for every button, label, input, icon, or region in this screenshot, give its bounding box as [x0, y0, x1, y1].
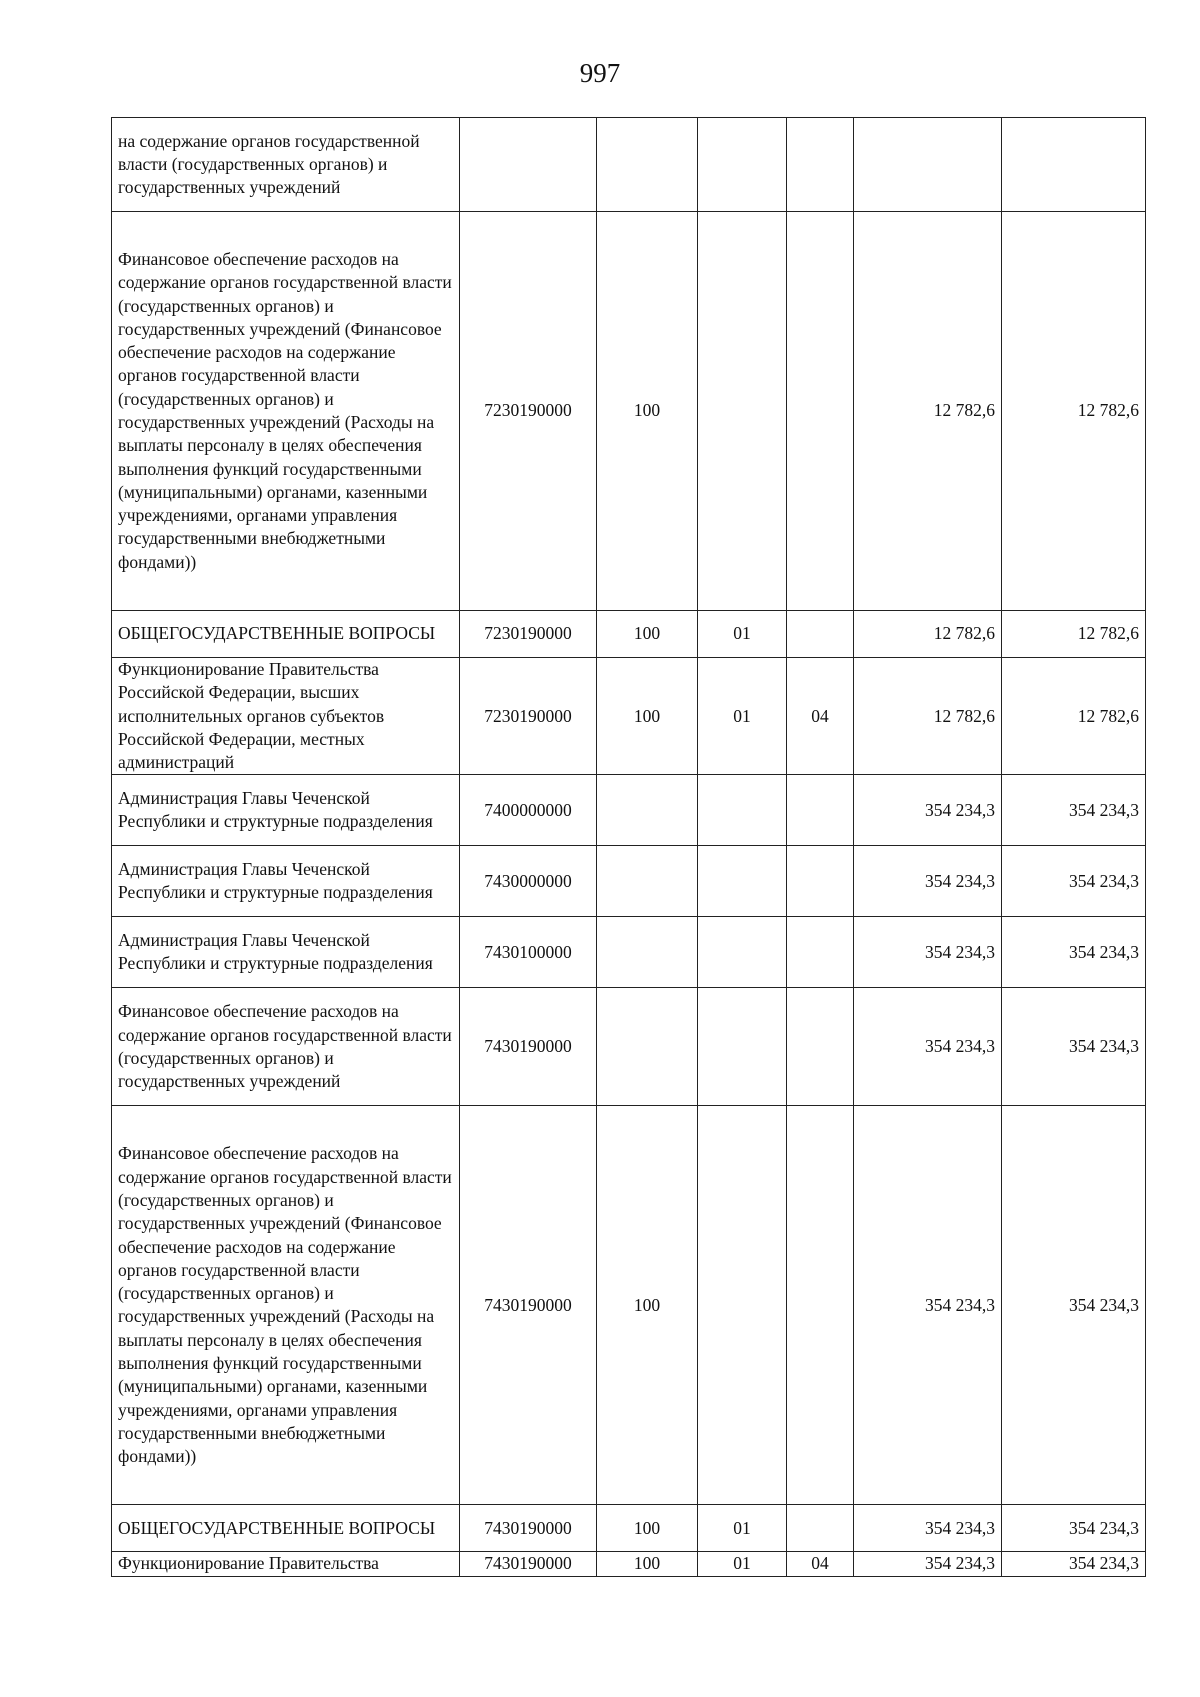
row-sum-1-cell: 354 234,3 [854, 775, 1002, 846]
row-name-cell: Администрация Главы Чеченской Республики и структурные подразделения [112, 917, 460, 988]
table-row [112, 1505, 1146, 1552]
row-sum-1-cell: 354 234,3 [854, 846, 1002, 917]
row-subsection-cell: 04 [787, 1552, 854, 1576]
row-section-cell [698, 917, 787, 988]
row-code-cell: 7400000000 [460, 775, 597, 846]
row-sum-2-cell [1002, 118, 1146, 212]
row-expense-type-cell: 100 [597, 212, 698, 611]
row-sum-2-cell: 354 234,3 [1002, 1552, 1146, 1576]
table-row [112, 1106, 1146, 1505]
row-code-cell [460, 118, 597, 212]
row-sum-2-cell: 354 234,3 [1002, 775, 1146, 846]
row-section-cell [698, 775, 787, 846]
row-name-cell: на содержание органов государственной власти (государственных органов) и государственных учреждений [112, 118, 460, 212]
row-sum-2-cell: 12 782,6 [1002, 611, 1146, 658]
row-name-cell: Функционирование Правительства Российской Федерации, высших исполнительных органов субъектов Российской Федерации, местных администраций [112, 658, 460, 775]
row-sum-2-cell: 12 782,6 [1002, 212, 1146, 611]
table-row [112, 988, 1146, 1106]
row-code-cell: 7430000000 [460, 846, 597, 917]
row-expense-type-cell: 100 [597, 611, 698, 658]
row-expense-type-cell: 100 [597, 1552, 698, 1576]
row-expense-type-cell [597, 846, 698, 917]
row-name-cell: Финансовое обеспечение расходов на содержание органов государственной власти (государственных органов) и государственных учреждений [112, 988, 460, 1106]
row-sum-2-cell: 354 234,3 [1002, 917, 1146, 988]
row-name-cell: Финансовое обеспечение расходов на содержание органов государственной власти (государственных органов) и государственных учреждений (Финансовое обеспечение расходов на содержание органов государственной власти (государственных органов) и государственных учреждений (Расходы на выплаты персоналу в целях обеспечения выполнения функций государственными (муниципальными) органами, казенными учреждениями, органами управления государственными внебюджетными фондами)) [112, 212, 460, 611]
row-section-cell [698, 118, 787, 212]
row-subsection-cell [787, 846, 854, 917]
row-expense-type-cell: 100 [597, 658, 698, 775]
row-sum-1-cell: 354 234,3 [854, 988, 1002, 1106]
row-subsection-cell [787, 988, 854, 1106]
table-row [112, 846, 1146, 917]
row-sum-2-cell: 354 234,3 [1002, 1505, 1146, 1552]
row-sum-1-cell [854, 118, 1002, 212]
row-subsection-cell [787, 917, 854, 988]
row-subsection-cell [787, 611, 854, 658]
row-section-cell [698, 1106, 787, 1505]
table-row [112, 118, 1146, 212]
page-number: 997 [579, 58, 621, 88]
row-code-cell: 7230190000 [460, 658, 597, 775]
table-row [112, 1552, 1146, 1576]
row-sum-1-cell: 354 234,3 [854, 1106, 1002, 1505]
row-subsection-cell [787, 1106, 854, 1505]
row-expense-type-cell: 100 [597, 1505, 698, 1552]
row-sum-1-cell: 12 782,6 [854, 658, 1002, 775]
row-code-cell: 7430190000 [460, 988, 597, 1106]
budget-table-body [112, 118, 1146, 1577]
row-code-cell: 7230190000 [460, 212, 597, 611]
row-section-cell [698, 212, 787, 611]
row-sum-2-cell: 12 782,6 [1002, 658, 1146, 775]
row-section-cell [698, 846, 787, 917]
row-expense-type-cell: 100 [597, 1106, 698, 1505]
row-code-cell: 7430190000 [460, 1505, 597, 1552]
row-sum-1-cell: 354 234,3 [854, 917, 1002, 988]
row-sum-1-cell: 12 782,6 [854, 212, 1002, 611]
table-row [112, 611, 1146, 658]
row-expense-type-cell [597, 917, 698, 988]
row-subsection-cell [787, 118, 854, 212]
row-section-cell: 01 [698, 658, 787, 775]
table-row [112, 212, 1146, 611]
row-subsection-cell [787, 212, 854, 611]
budget-table [111, 117, 1146, 1577]
row-code-cell: 7230190000 [460, 611, 597, 658]
row-subsection-cell [787, 775, 854, 846]
table-row [112, 917, 1146, 988]
row-sum-1-cell: 354 234,3 [854, 1505, 1002, 1552]
row-name-cell: Администрация Главы Чеченской Республики и структурные подразделения [112, 846, 460, 917]
row-subsection-cell: 04 [787, 658, 854, 775]
row-subsection-cell [787, 1505, 854, 1552]
row-sum-2-cell: 354 234,3 [1002, 1106, 1146, 1505]
row-name-cell: ОБЩЕГОСУДАРСТВЕННЫЕ ВОПРОСЫ [112, 1505, 460, 1552]
row-name-cell: Финансовое обеспечение расходов на содержание органов государственной власти (государственных органов) и государственных учреждений (Финансовое обеспечение расходов на содержание органов государственной власти (государственных органов) и государственных учреждений (Расходы на выплаты персоналу в целях обеспечения выполнения функций государственными (муниципальными) органами, казенными учреждениями, органами управления государственными внебюджетными фондами)) [112, 1106, 460, 1505]
row-expense-type-cell [597, 775, 698, 846]
row-name-cell: ОБЩЕГОСУДАРСТВЕННЫЕ ВОПРОСЫ [112, 611, 460, 658]
table-row [112, 658, 1146, 775]
row-code-cell: 7430190000 [460, 1552, 597, 1576]
row-code-cell: 7430190000 [460, 1106, 597, 1505]
row-expense-type-cell [597, 118, 698, 212]
row-section-cell [698, 988, 787, 1106]
row-section-cell: 01 [698, 611, 787, 658]
row-sum-1-cell: 354 234,3 [854, 1552, 1002, 1576]
row-sum-1-cell: 12 782,6 [854, 611, 1002, 658]
row-expense-type-cell [597, 988, 698, 1106]
row-section-cell: 01 [698, 1552, 787, 1576]
row-code-cell: 7430100000 [460, 917, 597, 988]
table-row [112, 775, 1146, 846]
row-sum-2-cell: 354 234,3 [1002, 988, 1146, 1106]
row-name-cell: Функционирование Правительства [112, 1552, 460, 1576]
row-sum-2-cell: 354 234,3 [1002, 846, 1146, 917]
row-name-cell: Администрация Главы Чеченской Республики и структурные подразделения [112, 775, 460, 846]
row-section-cell: 01 [698, 1505, 787, 1552]
